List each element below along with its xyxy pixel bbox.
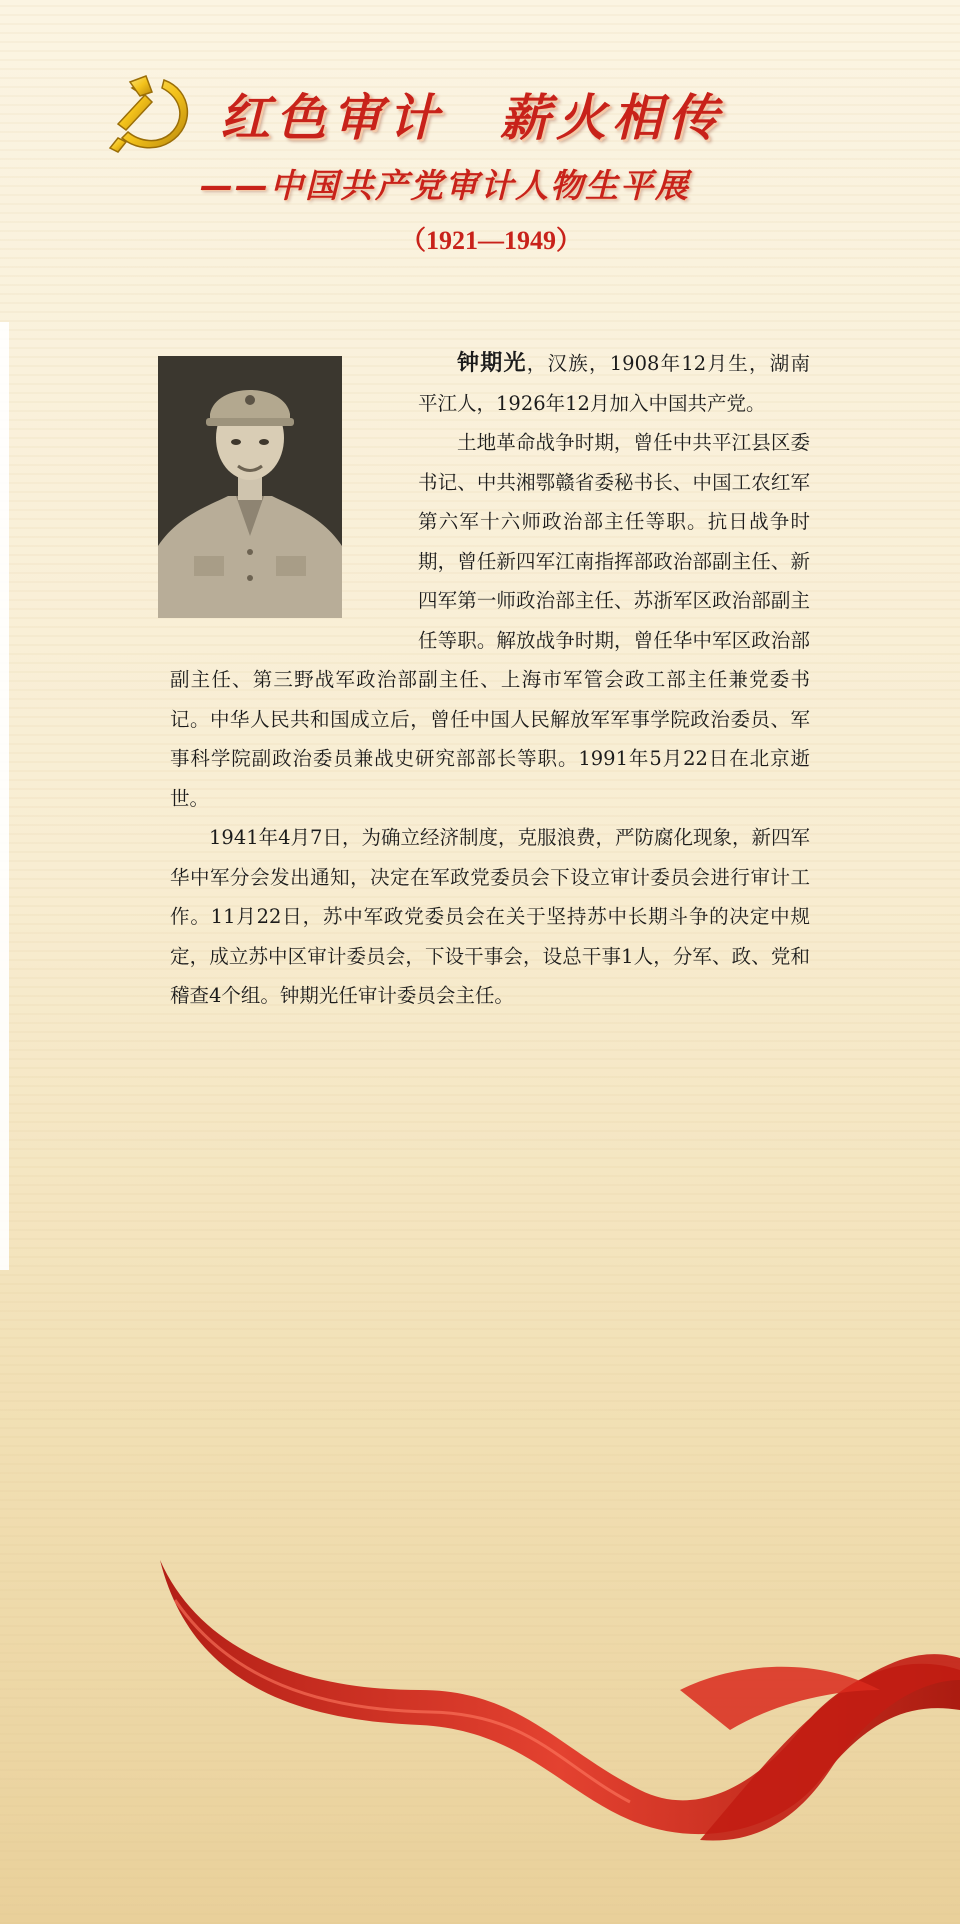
page-years: （1921—1949） — [400, 226, 583, 255]
biography-text — [170, 344, 810, 1016]
bio-career: 土地革命战争时期，曾任中共平江县区委书记、中共湘鄂赣省委秘书长、中国工农红军第六军十六师政治部主任等职。抗日战争时期，曾任新四军江南指挥部政治部副主任、新四军第一师政治部主任、苏浙军区政治部副主任等职。解放战争时期，曾任华中军区政治部副主任、第三野战军政治部副主任、上海市军管会政工部主任兼党委书记。中华人民共和国成立后，曾任中国人民解放军军事学院政治委员、军事科学院副政治委员兼战史研究部部长等职。1991年5月22日在北京逝世。 — [170, 431, 810, 810]
page-title: 红色审计 薪火相传 — [220, 89, 724, 147]
bio-audit: 1941年4月7日，为确立经济制度，克服浪费，严防腐化现象，新四军华中军分会发出通知，决定在军政党委员会下设立审计委员会进行审计工作。11月22日，苏中军政党委员会在关于坚持苏中长期斗争的决定中规定，成立苏中区审计委员会，下设干事会，设总干事1人，分军、政、党和稽查4个组。钟期光任审计委员会主任。 — [170, 826, 810, 1007]
bio-intro-text: ，汉族，1908年12月生，湖南平江人，1926年12月加入中国共产党。 — [418, 352, 810, 415]
red-ribbon-decoration — [0, 1540, 960, 1860]
left-border-strip — [0, 322, 9, 1270]
person-name: 钟期光 — [457, 350, 527, 376]
portrait-spacer — [170, 344, 418, 644]
page-subtitle: ——中国共产党审计人物生平展 — [200, 166, 690, 205]
party-emblem-icon — [106, 72, 202, 156]
